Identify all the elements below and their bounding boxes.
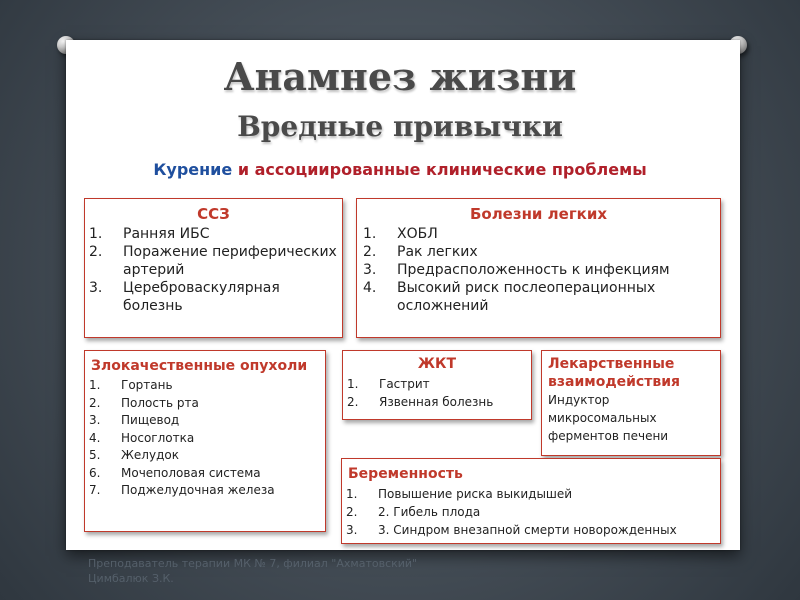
box-list: [363, 225, 720, 315]
box-heading: Болезни легких: [469, 205, 608, 223]
list-item: Язвенная болезнь: [379, 395, 494, 409]
list-item: Повышение риска выкидышей: [378, 487, 573, 501]
subheading-smoking: Курение: [153, 160, 233, 179]
box-heading: Беременность: [348, 466, 463, 482]
list-item: Пищевод: [121, 413, 180, 427]
footer-line-author: Преподаватель терапии МК № 7, филиал "Ахматовский": [88, 557, 418, 570]
list-item: Желудок: [121, 448, 179, 462]
box-lung-diseases: [356, 198, 721, 338]
list-item: Цереброваскулярная болезнь: [123, 280, 280, 314]
list-item: Гастрит: [379, 377, 430, 391]
box-cardiovascular: [84, 198, 343, 338]
list-item: Полость рта: [121, 395, 199, 410]
box-list: [347, 375, 531, 411]
list-item: Предрасположенность к инфекциям: [397, 262, 670, 278]
box-heading: Злокачественные опухоли: [91, 358, 308, 374]
box-list: [89, 377, 325, 500]
list-item: Гортань: [121, 378, 173, 392]
list-item: Рак легких: [397, 244, 478, 260]
list-item: Мочеполовая система: [121, 465, 261, 480]
box-heading: ССЗ: [197, 205, 230, 223]
slide-title: Анамнез жизни: [223, 54, 577, 99]
box-gastrointestinal: [342, 350, 532, 420]
subheading-problems: и ассоциированные клинические проблемы: [232, 160, 647, 179]
list-item: 3. Синдром внезапной смерти новорожденных: [378, 523, 677, 537]
list-item: 2. Гибель плода: [378, 505, 481, 519]
box-list: [89, 225, 342, 315]
box-malignant-tumors: [84, 350, 326, 532]
list-item: Поражение периферических артерий: [123, 244, 337, 278]
list-item: ХОБЛ: [397, 226, 438, 242]
list-item: Носоглотка: [121, 430, 195, 445]
box-text: Индуктор микросомальных ферментов печени: [548, 393, 669, 443]
footer-line-name: Цимбалюк З.К.: [88, 572, 174, 585]
box-heading: ЖКТ: [417, 356, 457, 372]
box-list: [346, 485, 720, 539]
list-item: Ранняя ИБС: [123, 226, 210, 242]
slide-footer: [88, 556, 608, 586]
box-drug-interactions: [541, 350, 721, 456]
slide-subheading: [0, 160, 800, 179]
box-heading: Лекарственные взаимодействия: [548, 356, 680, 390]
list-item: Поджелудочная железа: [121, 483, 275, 497]
box-pregnancy: [341, 458, 721, 544]
slide-subtitle: Вредные привычки: [237, 110, 563, 143]
list-item: Высокий риск послеоперационных осложнений: [397, 280, 656, 314]
